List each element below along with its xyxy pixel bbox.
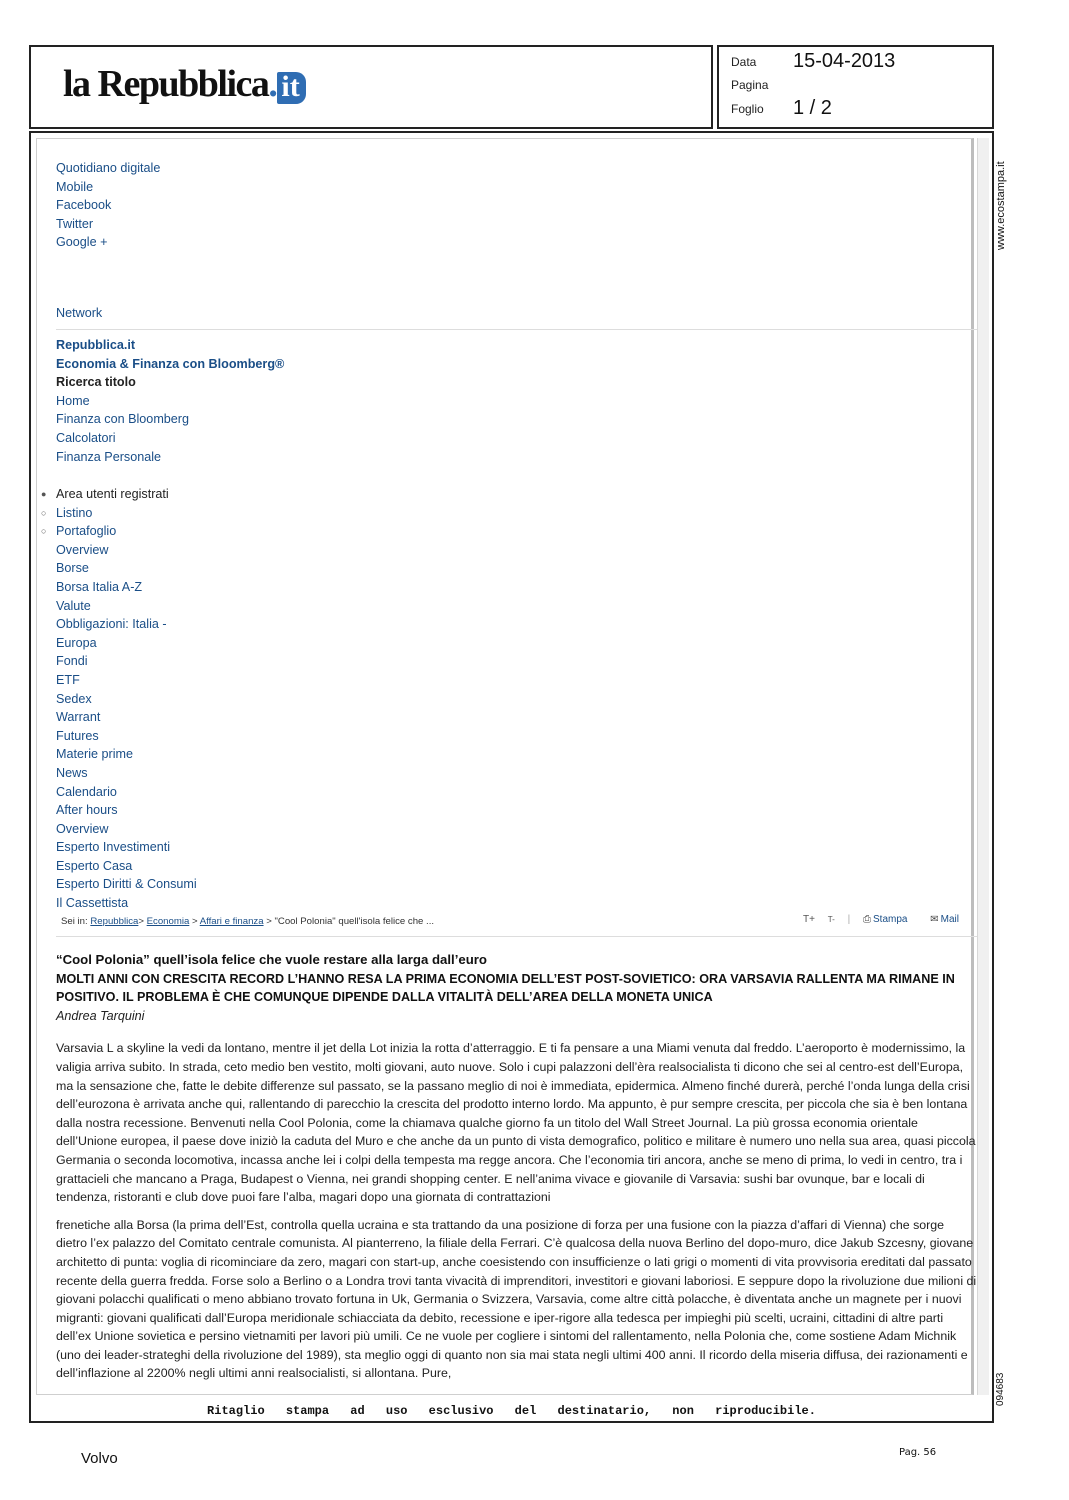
nav-obbligazioni[interactable]: Obbligazioni: Italia - [56, 617, 167, 632]
date-label: Data [731, 55, 757, 69]
article-paragraph-2: frenetiche alla Borsa (la prima dell’Est, controlla quella ucraina e sta trattando da una posizione di forza per una fusione con la piazza d’affari di Vienna) che sorge dietro l’ex palazzo del Comitato centrale comunista. Al pianterreno, la filiale della Ferrari. C’è qualcosa della nuova Berlino del dopo-muro, dice Jakub Szcesny, giovane architetto di punta: voglia di ricominciare da zero, magari con start-up, anche coesistendo con insufficienze o lati grigi o momenti di vita provvisoria ereditati dal passato recente della guerra fredda. Forse solo a Berlino o a Londra trovi tanta vivacità di imprenditori, investitori e giovani laboriosi. E seppure dopo la rivoluzione due milioni di giovani polacchi qualificati o meno abbiano trovato fortuna in Uk, Germania o Svizzera, Varsavia, come altre città polacche, è diventata anche un magnete per i nuovi migranti: giovani qualificati dall’Europa meridionale schiacciata da debito, recessione e iper-rigore alla tedesca per impieghi più scelti, ucraini, cittadini di altre parti dell’ex Unione sovietica e persino vietnamiti per lavori più umili. Ce ne vuole per cogliere i sintomi del rallentamento, nella Polonia che, come sostiene Adam Michnik (uno dei leader-strateghi della rivoluzione del 1989), sta meglio oggi di quanto non sia mai stata negli ultimi 400 anni. Il ricordo della miseria diffusa, dei razionamenti e dell’inflazione al 2200% negli ultimi anni realsocialisti, si allontana. Pure, [56, 1217, 977, 1381]
nav-google-plus[interactable]: Google + [56, 235, 108, 250]
nav-finanza-personale[interactable]: Finanza Personale [56, 449, 162, 464]
nav-news[interactable]: News [56, 765, 88, 780]
nav-finanza-bloomberg[interactable]: Finanza con Bloomberg [56, 412, 190, 427]
print-label: Stampa [873, 914, 908, 925]
client-name: Volvo [81, 1450, 118, 1467]
clipping-meta-box [717, 45, 994, 129]
nav-portafoglio[interactable]: Portafoglio [56, 524, 117, 539]
nav-borse[interactable]: Borse [56, 561, 89, 576]
article-tools [803, 914, 979, 925]
nav-borsa-italia[interactable]: Borsa Italia A-Z [56, 579, 143, 594]
logo-it-badge: it [277, 72, 305, 104]
filled-bullet-icon: ● [41, 489, 47, 499]
web-page-capture [36, 138, 977, 1395]
font-increase-button[interactable]: T+ [803, 914, 815, 925]
sheet-value: 1 / 2 [793, 97, 832, 119]
logo-dot: . [268, 63, 277, 105]
reproduction-notice: Ritaglio stampa ad uso esclusivo del destinatario, non riproducibile. [207, 1404, 816, 1418]
nav-il-cassettista[interactable]: Il Cassettista [56, 896, 129, 911]
article-title: “Cool Polonia” quell’isola felice che vuole restare alla larga dall’euro [56, 952, 487, 967]
ecostampa-url [994, 142, 1014, 252]
nav-home[interactable]: Home [56, 393, 90, 408]
nav-overview[interactable]: Overview [56, 542, 109, 557]
nav-materie-prime[interactable]: Materie prime [56, 747, 133, 762]
site-nav [56, 336, 284, 466]
hollow-bullet-icon: ○ [41, 508, 47, 518]
article-author: Andrea Tarquini [56, 1008, 145, 1023]
mail-label: Mail [940, 914, 959, 925]
clipping-frame [29, 131, 994, 1423]
nav-valute[interactable]: Valute [56, 598, 91, 613]
print-button[interactable] [863, 914, 917, 925]
envelope-icon: ✉ [930, 914, 939, 925]
nav-quotidiano-digitale[interactable]: Quotidiano digitale [56, 161, 161, 175]
nav-calendario[interactable]: Calendario [56, 784, 117, 799]
nav-calcolatori[interactable]: Calcolatori [56, 430, 116, 445]
nav-etf[interactable]: ETF [56, 672, 80, 687]
nav-listino[interactable]: Listino [56, 505, 93, 520]
masthead-box [29, 45, 713, 129]
font-decrease-button[interactable]: T- [827, 915, 835, 924]
nav-fondi[interactable]: Fondi [56, 654, 88, 669]
breadcrumb-current: "Cool Polonia" quell'isola felice che ... [274, 916, 435, 927]
clipping-code-text: 094683 [995, 1372, 1006, 1406]
nav-overview-2[interactable]: Overview [56, 821, 109, 836]
breadcrumb-economia[interactable]: Economia [146, 916, 190, 927]
nav-economia-finanza[interactable]: Economia & Finanza con Bloomberg® [56, 356, 285, 371]
sheet-label: Foglio [731, 102, 764, 116]
nav-network[interactable]: Network [56, 306, 103, 320]
nav-futures[interactable]: Futures [56, 728, 99, 743]
breadcrumb-affari-finanza[interactable]: Affari e finanza [199, 916, 264, 927]
breadcrumb-repubblica[interactable]: Repubblica [90, 916, 139, 927]
network-nav [56, 304, 102, 323]
divider [56, 936, 978, 937]
nav-esperto-diritti[interactable]: Esperto Diritti & Consumi [56, 877, 197, 892]
repubblica-logo[interactable] [63, 65, 306, 104]
ecostampa-url-text: www.ecostampa.it [995, 161, 1007, 250]
page-label: Pagina [731, 78, 769, 92]
date-value: 15-04-2013 [793, 50, 896, 72]
breadcrumb-prefix: Sei in: [61, 916, 88, 927]
mail-button[interactable] [930, 914, 969, 925]
nav-sedex[interactable]: Sedex [56, 691, 92, 706]
nav-after-hours[interactable]: After hours [56, 803, 118, 818]
scrollbar[interactable] [977, 138, 989, 1395]
nav-mobile[interactable]: Mobile [56, 179, 94, 194]
divider [56, 329, 978, 330]
nav-esperto-investimenti[interactable]: Esperto Investimenti [56, 840, 171, 855]
article-paragraph-1: Varsavia L a skyline la vedi da lontano, mentre il jet della Lot inizia la rotta d’atterraggio. E ti fa pensare a una Miami venuta dal freddo. L’aeroporto è modernissimo, la valigia arriva subito. In strada, ceto medio ben vestito, molti giovani, auto nuove. Solo i cupi palazzoni dell’èra realsocialista ti dicono che sei al centro-est dell’Europa, ma la sensazione che, fatte le debite differenze sul passato, se la passano meglio di noi è immediata, epidermica. Almeno finché durerà, perché l’onda lunga della crisi dell’eurozona è arrivata anche qui, rallentando di parecchio la crescita del prodotto interno lordo. Ma appunto, è pur sempre crescita, per piccola che sia è ben lontana dalla nostra recessione. Benvenuti nella Cool Polonia, come la chiamava qualche giorno fa un titolo del Wall Street Journal. La più grossa economia orientale dell’Unione europea, il paese dove iniziò la caduta del Muro e che anche da un punto di vista demografico, politico e militare è numero uno nella sua area, quasi piccola Germania o seconda locomotiva, incassa anche lei i colpi della tempesta ma regge ancora. Che l’economia tiri ancora, anche se meno di prima, lo vedi in centro, tra i grattacieli che mancano a Praga, Budapest o Vienna, nei grandi shopping center. E nell’anima vivace e giovanile di Varsavia: sushi bar ovunque, bar e locali di tendenza, ristoranti e club dove puoi fare l’alba, magari dopo una giornata di contrattazioni [56, 1041, 976, 1205]
article [56, 951, 978, 1383]
nav-ricerca-titolo[interactable]: Ricerca titolo [56, 375, 136, 390]
page-number: Pag. 56 [899, 1447, 937, 1458]
logo-main-text: la Repubblica [63, 63, 269, 105]
printer-icon: ⎙ [863, 914, 872, 925]
nav-esperto-casa[interactable]: Esperto Casa [56, 858, 133, 873]
breadcrumb: Sei in: Repubblica> Economia > Affari e finanza > "Cool Polonia" quell'isola felice che ... [61, 916, 435, 927]
nav-europa[interactable]: Europa [56, 635, 97, 650]
market-nav [56, 485, 197, 913]
nav-area-utenti[interactable]: Area utenti registrati [56, 487, 169, 501]
nav-facebook[interactable]: Facebook [56, 198, 112, 213]
article-subtitle: MOLTI ANNI CON CRESCITA RECORD L’HANNO RESA LA PRIMA ECONOMIA DELL’EST POST-SOVIETICO: ORA VARSAVIA RALLENTA MA RIMANE IN POSITIVO. IL PROBLEMA È CHE COMUNQUE DIPENDE DALLA VITALITÀ DELL’AREA DELLA MONETA UNICA [56, 971, 955, 1005]
nav-warrant[interactable]: Warrant [56, 710, 101, 725]
hollow-bullet-icon: ○ [41, 526, 47, 536]
clipping-code [994, 1360, 1014, 1410]
nav-repubblica-it[interactable]: Repubblica.it [56, 338, 136, 352]
tools-separator: | [847, 914, 851, 925]
nav-twitter[interactable]: Twitter [56, 216, 94, 231]
social-nav [56, 159, 160, 252]
